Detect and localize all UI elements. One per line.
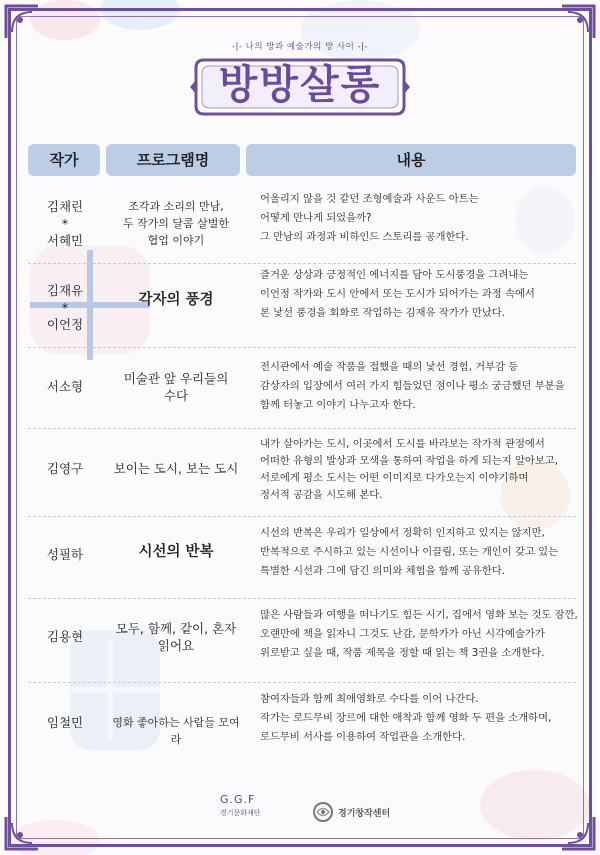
row-divider	[28, 428, 576, 429]
program-line: 읽어요	[157, 638, 195, 653]
artist-name: 임철민	[46, 715, 84, 730]
artist-cell	[28, 282, 102, 333]
artist-cell	[28, 198, 102, 249]
logo-mark: G.G.F	[220, 793, 256, 806]
row-divider	[28, 263, 576, 264]
logo-text: 경기문화재단	[220, 809, 261, 817]
content-line: 감상자의 입장에서 여러 가지 힘들었던 점이나 평소 궁금했던 부분을	[260, 380, 565, 392]
content-line: 작가는 로드무비 장르에 대한 애착과 함께 영화 두 편을 소개하며,	[260, 712, 552, 724]
program-cell	[108, 542, 244, 562]
program-cell	[108, 460, 244, 477]
table-row	[28, 192, 576, 258]
artist-name: 서혜민	[46, 233, 84, 248]
table-row	[28, 524, 576, 596]
content-line: 정서적 공감을 시도해 본다.	[260, 489, 383, 501]
artist-cell	[28, 628, 102, 645]
corner-ornament	[558, 813, 598, 853]
content-line: 반복적으로 주시하고 있는 시선이나 이끌림, 또는 개인이 갖고 있는	[260, 546, 559, 558]
program-line: 두 작가의 달콤 살벌한	[122, 217, 230, 230]
artist-name: 이언정	[46, 317, 84, 332]
corner-ornament	[2, 2, 42, 42]
content-line: 즐거운 상상과 긍정적인 에너지를 담아 도시풍경을 그려내는	[260, 269, 529, 281]
row-divider	[28, 347, 576, 348]
gyeonggi-cultural-foundation-logo	[220, 793, 282, 833]
content-line: 서로에게 평소 도시는 어떤 이미지로 다가오는지 이야기하며	[260, 472, 529, 484]
artist-separator: *	[61, 216, 69, 231]
column-header-program: 프로그램명	[106, 144, 240, 176]
poster-subtitle: -|- 나의 방과 예술가의 방 사이 -|-	[231, 42, 369, 52]
program-cell	[108, 198, 244, 249]
content-line: 이언정 작가와 도시 안에서 또는 도시가 되어가는 과정 속에서	[260, 288, 535, 300]
content-cell	[260, 606, 580, 663]
corner-ornament	[2, 813, 42, 853]
artist-separator: *	[61, 300, 69, 315]
content-line: 내가 살아가는 도시, 이곳에서 도시를 바라보는 작가적 관점에서	[260, 438, 545, 450]
content-line: 어떠한 유형의 발상과 모색을 통하여 작업을 하게 되는지 알아보고,	[260, 455, 559, 467]
program-cell	[108, 714, 244, 748]
content-cell	[260, 524, 580, 581]
artist-cell	[28, 378, 102, 395]
artist-cell	[28, 714, 102, 731]
program-line: 조각과 소리의 만남,	[128, 200, 224, 213]
content-line: 전시관에서 예술 작품을 접했을 때의 낯선 경험, 거부감 등	[260, 361, 519, 373]
title-banner	[190, 54, 410, 120]
content-line: 어떻게 만나게 되었을까?	[260, 212, 372, 224]
program-line: 영화 좋아하는 사람들 모여라	[112, 716, 240, 746]
content-cell	[260, 690, 580, 747]
content-line: 위로받고 싶을 때, 작품 제목을 정할 때 읽는 책 3권을 소개한다.	[260, 647, 545, 659]
table-row	[28, 436, 576, 516]
artist-name: 성필하	[46, 547, 84, 562]
swirl-icon	[312, 801, 334, 823]
content-cell	[260, 190, 580, 247]
logo-text: 경기창작센터	[338, 808, 391, 819]
content-line: 그 만남의 과정과 비하인드 스토리를 공개한다.	[260, 231, 469, 243]
column-header-content: 내용	[246, 144, 576, 176]
artist-cell	[28, 460, 102, 477]
artist-name: 김채린	[46, 199, 84, 214]
content-line: 본 낯선 풍경을 회화로 작업하는 김재유 작가가 만났다.	[260, 307, 506, 319]
table-row	[28, 606, 576, 678]
gyeonggi-creation-center-logo	[312, 800, 390, 824]
program-line: 보이는 도시, 보는 도시	[113, 461, 239, 476]
content-line: 오랜만에 책을 읽자니 그것도 난감, 문학가가 아닌 시각예술가가	[260, 628, 545, 640]
row-divider	[28, 516, 576, 517]
content-cell	[260, 266, 580, 323]
content-line: 어울리지 않을 것 같던 조형예술과 사운드 아트는	[260, 193, 479, 205]
program-cell	[108, 620, 244, 654]
program-line: 각자의 풍경	[138, 292, 214, 308]
program-cell	[108, 370, 244, 404]
content-cell	[260, 358, 580, 415]
program-line: 시선의 반복	[138, 544, 214, 560]
artist-name: 김재유	[46, 283, 84, 298]
artist-name: 김영구	[46, 461, 84, 476]
table-row	[28, 690, 576, 760]
row-divider	[28, 682, 576, 683]
page-title: 방방살롱	[218, 62, 382, 108]
program-line: 미술관 앞 우리들의	[123, 371, 229, 386]
content-line: 참여자들과 함께 최애영화로 수다를 이어 나간다.	[260, 693, 479, 705]
content-line: 많은 사람들과 여행을 떠나기도 힘든 시기, 집에서 영화 보는 것도 잠깐,	[260, 609, 578, 621]
content-line: 시선의 반복은 우리가 일상에서 정확히 인지하고 있지는 않지만,	[260, 527, 545, 539]
program-line: 수다	[163, 388, 189, 403]
corner-ornament	[558, 2, 598, 42]
artist-name: 김용현	[46, 629, 84, 644]
row-divider	[28, 598, 576, 599]
content-cell	[260, 436, 580, 504]
artist-name: 서소형	[46, 379, 84, 394]
table-row	[28, 269, 576, 342]
artist-cell	[28, 546, 102, 563]
content-line: 특별한 시선과 그에 담긴 의미와 체험을 함께 공유한다.	[260, 565, 506, 577]
content-line: 함께 터놓고 이야기 나누고자 한다.	[260, 399, 416, 411]
program-cell	[108, 290, 244, 310]
content-line: 로드무비 서사를 이용하여 작업관을 소개한다.	[260, 731, 466, 743]
column-header-artist: 작가	[28, 144, 100, 176]
table-row	[28, 356, 576, 422]
program-line: 협업 이야기	[147, 234, 205, 247]
program-line: 모두, 함께, 같이, 혼자	[115, 621, 237, 636]
